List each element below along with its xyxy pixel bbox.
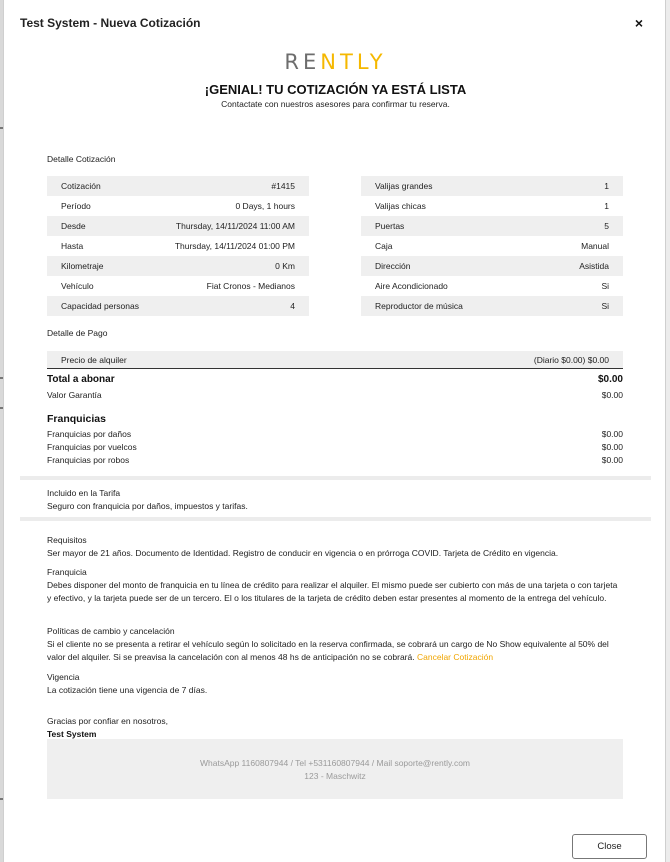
requisitos-text: Ser mayor de 21 años. Documento de Identidad. Registro de conducir en vigencia o en prórroga COVID. Tarjeta de Crédito en vigencia.: [47, 548, 559, 558]
table-row: [361, 256, 623, 276]
garantia-row: [47, 390, 623, 400]
politicas-body: Si el cliente no se presenta a retirar el vehículo según lo solicitado en la reserva confirmada, se cobrará un cargo de No Show equivalente al 50% del valor del alquiler. Si se preavisa la cancelación con al menos 48 hs de anticipación no se cobrará.: [47, 639, 609, 662]
row-label: Dirección: [375, 261, 411, 271]
row-label: Valijas chicas: [375, 201, 426, 211]
table-row: [361, 296, 623, 316]
row-label: Capacidad personas: [61, 301, 139, 311]
total-value: $0.00: [597, 374, 623, 385]
franquicia-value: $0.00: [601, 442, 623, 452]
row-label: Hasta: [61, 241, 84, 251]
row-value: Si: [601, 281, 609, 291]
table-row: [47, 276, 309, 296]
franquicias-title: Franquicias: [47, 413, 106, 425]
row-label: Período: [61, 201, 91, 211]
close-button[interactable]: Close: [572, 834, 647, 859]
incluido-title: Incluido en la Tarifa: [47, 488, 121, 498]
page-headline: ¡GENIAL! TU COTIZACIÓN YA ESTÁ LISTA: [204, 82, 467, 97]
garantia-value: $0.00: [601, 390, 623, 400]
row-value: Thursday, 14/11/2024 01:00 PM: [174, 241, 295, 251]
rently-logo: [4, 50, 667, 74]
row-value: Fiat Cronos - Medianos: [206, 281, 295, 291]
franquicia-value: $0.00: [601, 455, 623, 465]
row-label: Vehículo: [61, 281, 94, 291]
vigencia-text: La cotización tiene una vigencia de 7 días.: [47, 685, 208, 695]
precio-row: [47, 351, 623, 369]
table-row: [47, 256, 309, 276]
precio-label: Precio de alquiler: [61, 354, 127, 365]
franquicia-value: $0.00: [601, 429, 623, 439]
row-value: 5: [604, 221, 609, 231]
cancel-quote-link[interactable]: Cancelar Cotización: [416, 652, 494, 662]
table-row: [47, 296, 309, 316]
row-label: Aire Acondicionado: [375, 281, 448, 291]
pago-title: Detalle de Pago: [47, 328, 108, 338]
vigencia-title: Vigencia: [47, 672, 80, 682]
row-value: 4: [290, 301, 295, 311]
row-value: 0 Km: [275, 261, 295, 271]
background-edge-right: [666, 0, 670, 862]
row-value: Si: [601, 301, 609, 311]
table-row: [361, 216, 623, 236]
footer-contact: WhatsApp 1160807944 / Tel +531160807944 / Mail soporte@rently.com: [199, 758, 471, 768]
row-label: Puertas: [375, 221, 405, 231]
garantia-label: Valor Garantía: [47, 390, 102, 400]
franquicia-label: Franquicias por daños: [47, 429, 132, 439]
row-label: Cotización: [61, 181, 101, 191]
row-value: Manual: [581, 241, 609, 251]
detalle-table-right: [361, 176, 623, 316]
row-label: Kilometraje: [61, 261, 104, 271]
section-divider: [20, 517, 651, 521]
precio-value: (Diario $0.00) $0.00: [533, 354, 609, 365]
franquicia-info-text: Debes disponer del monto de franquicia en tu línea de crédito para realizar el alquiler. El mismo puede ser cubierto con más de una tarjeta o con tarjeta y efectivo, y la tarjeta puede ser de un tercero. El o los titulares de la tarjeta de crédito deben estar presentes al momento de la entrega del vehículo.: [47, 580, 618, 603]
table-row: [47, 196, 309, 216]
close-icon[interactable]: ×: [634, 15, 643, 31]
closing-thanks: Gracias por confiar en nosotros,: [47, 716, 168, 726]
table-row: [361, 236, 623, 256]
franquicia-label: Franquicias por robos: [47, 455, 130, 465]
row-label: Reproductor de música: [375, 301, 463, 311]
table-row: [47, 236, 309, 256]
section-divider: [20, 476, 651, 480]
row-value: 0 Days, 1 hours: [235, 201, 295, 211]
franquicia-info-title: Franquicia: [47, 567, 87, 577]
row-label: Valijas grandes: [375, 181, 433, 191]
row-label: Desde: [61, 221, 86, 231]
detalle-title: Detalle Cotización: [47, 154, 116, 164]
row-value: 1: [604, 201, 609, 211]
table-row: [47, 216, 309, 236]
total-label: Total a abonar: [47, 374, 115, 385]
table-row: [47, 176, 309, 196]
table-row: [361, 276, 623, 296]
modal-title: Test System - Nueva Cotización: [20, 16, 201, 30]
quote-modal: [3, 0, 666, 862]
row-value: Asistida: [579, 261, 609, 271]
politicas-title: Políticas de cambio y cancelación: [47, 626, 175, 636]
row-value: #1415: [271, 181, 295, 191]
footer-address: 123 - Maschwitz: [304, 771, 366, 781]
franquicia-row: [47, 429, 623, 439]
incluido-text: Seguro con franquicia por daños, impuestos y tarifas.: [47, 501, 248, 511]
page-subline: Contactate con nuestros asesores para confirmar tu reserva.: [221, 99, 450, 109]
closing-company: Test System: [47, 729, 97, 739]
table-row: [361, 196, 623, 216]
table-row: [361, 176, 623, 196]
franquicia-row: [47, 455, 623, 465]
detalle-table-left: [47, 176, 309, 316]
franquicia-label: Franquicias por vuelcos: [47, 442, 137, 452]
logo-text-accent: N: [320, 50, 340, 74]
politicas-text: [47, 638, 623, 664]
row-value: 1: [604, 181, 609, 191]
logo-text-2: TLY: [340, 50, 387, 74]
total-row: [47, 374, 623, 385]
row-label: Caja: [375, 241, 393, 251]
franquicia-row: [47, 442, 623, 452]
logo-text-1: RE: [284, 50, 321, 74]
requisitos-title: Requisitos: [47, 535, 87, 545]
contact-footer: [47, 739, 623, 799]
row-value: Thursday, 14/11/2024 11:00 AM: [175, 221, 295, 231]
